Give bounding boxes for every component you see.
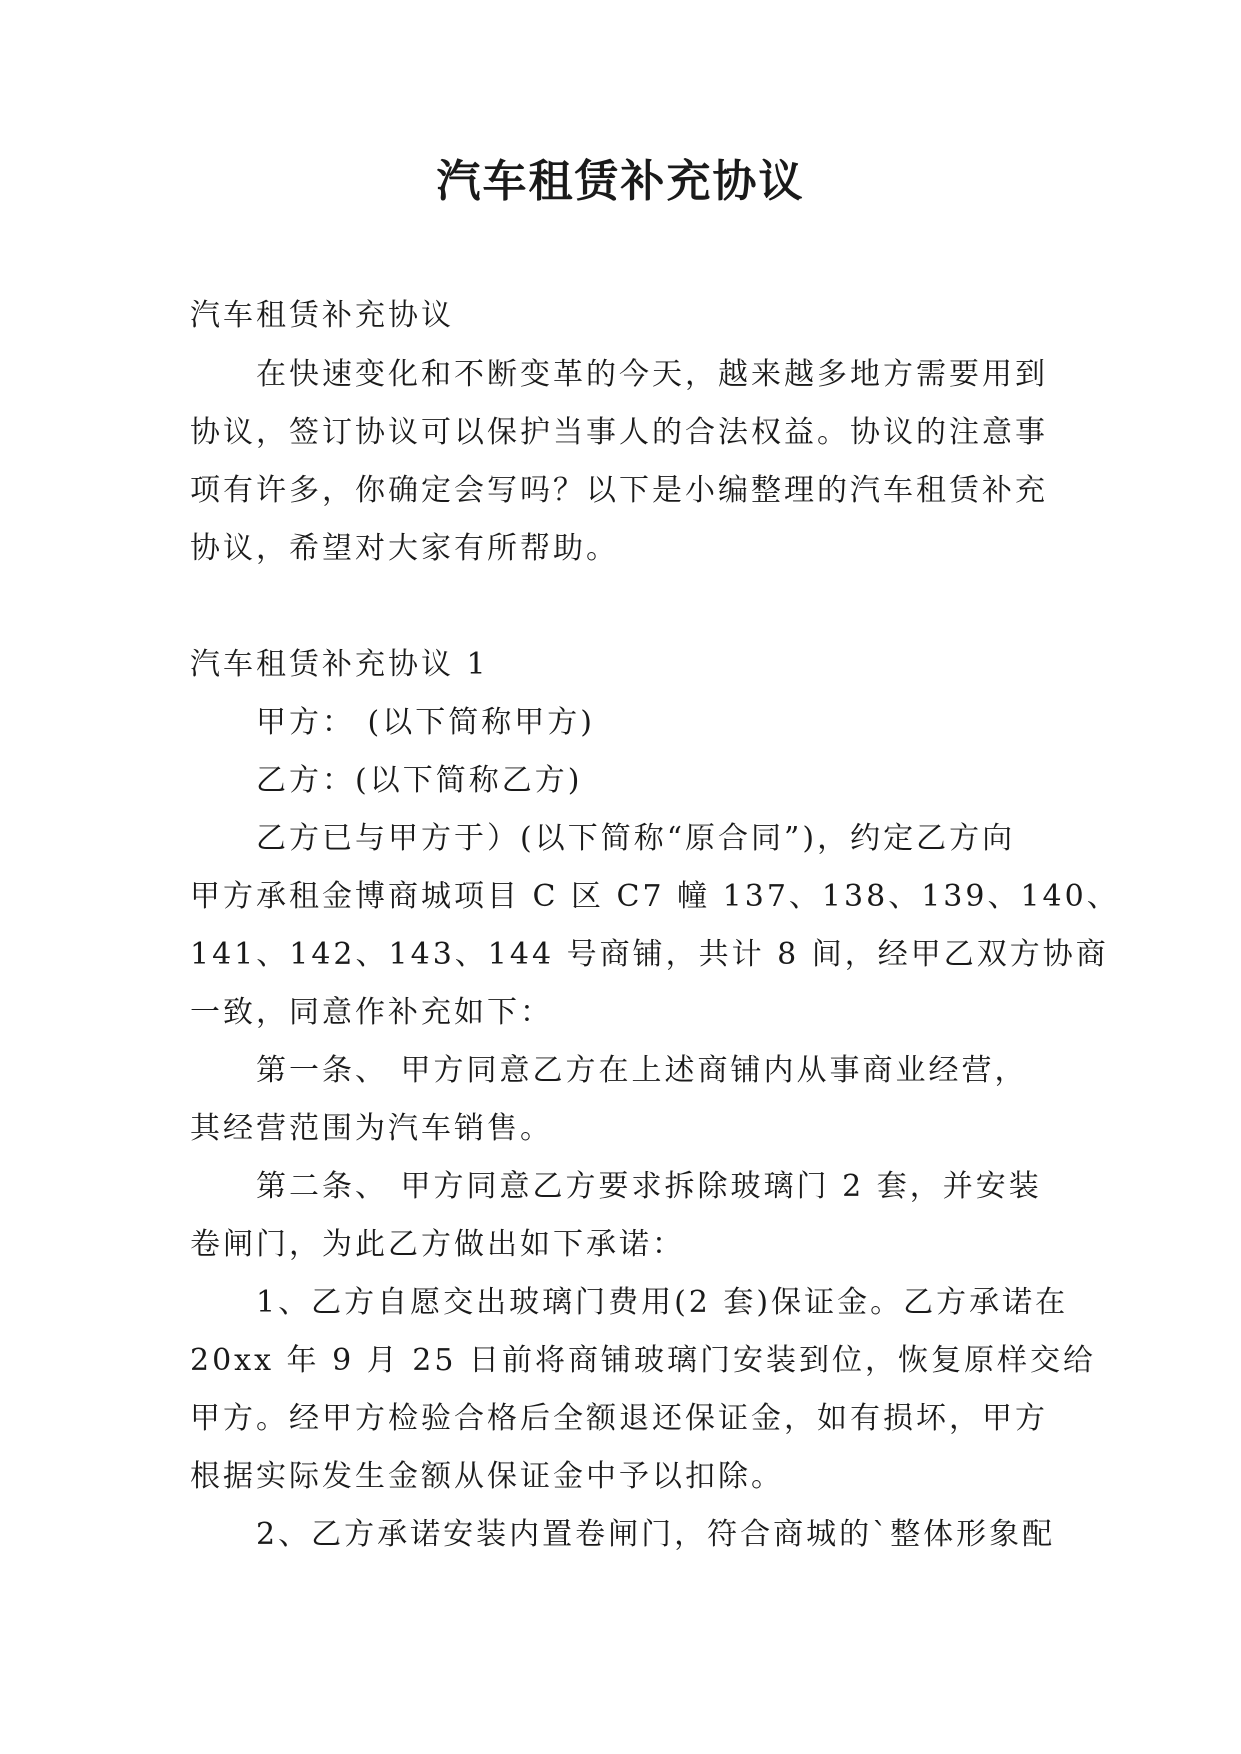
paragraph-line: 项有许多，你确定会写吗？以下是小编整理的汽车租赁补充 <box>190 473 1048 508</box>
paragraph-line: 乙方已与甲方于）(以下简称“原合同”)，约定乙方向 <box>256 821 1016 856</box>
paragraph-line: 乙方：(以下简称乙方) <box>256 763 583 798</box>
paragraph-line: 1、乙方自愿交出玻璃门费用(2 套)保证金。乙方承诺在 <box>256 1285 1069 1320</box>
paragraph-line: 甲方承租金博商城项目 C 区 C7 幢 137、138、139、140、 <box>190 879 1120 914</box>
paragraph-line: 在快速变化和不断变革的今天，越来越多地方需要用到 <box>256 357 1048 392</box>
document-subtitle: 汽车租赁补充协议 <box>190 298 454 333</box>
paragraph-line: 第二条、 甲方同意乙方要求拆除玻璃门 2 套，并安装 <box>256 1169 1042 1204</box>
paragraph-line: 甲方。经甲方检验合格后全额退还保证金，如有损坏，甲方 <box>190 1401 1048 1436</box>
document-title: 汽车租赁补充协议 <box>436 156 805 207</box>
paragraph-line: 2、乙方承诺安装内置卷闸门，符合商城的`整体形象配 <box>256 1517 1056 1552</box>
paragraph-line: 一致，同意作补充如下： <box>190 995 553 1030</box>
paragraph-line: 第一条、 甲方同意乙方在上述商铺内从事商业经营， <box>256 1053 1028 1088</box>
paragraph-line: 甲方： (以下简称甲方) <box>256 705 595 740</box>
paragraph-line: 根据实际发生金额从保证金中予以扣除。 <box>190 1459 784 1494</box>
paragraph-line: 协议，希望对大家有所帮助。 <box>190 531 619 566</box>
paragraph-line: 141、142、143、144 号商铺，共计 8 间，经甲乙双方协商 <box>190 937 1109 972</box>
paragraph-line: 协议，签订协议可以保护当事人的合法权益。协议的注意事 <box>190 415 1048 450</box>
paragraph-line: 卷闸门，为此乙方做出如下承诺： <box>190 1227 685 1262</box>
section-heading: 汽车租赁补充协议 1 <box>190 647 489 682</box>
paragraph-line: 20xx 年 9 月 25 日前将商铺玻璃门安装到位，恢复原样交给 <box>190 1343 1096 1378</box>
paragraph-line: 其经营范围为汽车销售。 <box>190 1111 553 1146</box>
